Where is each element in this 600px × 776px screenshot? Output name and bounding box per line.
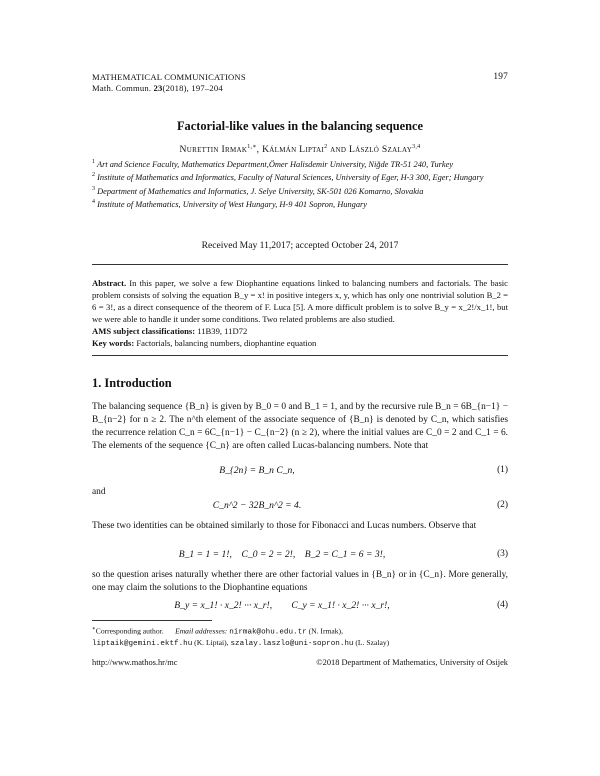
email-2-name: (K. Liptai),: [194, 637, 229, 647]
affiliation-3-text: Department of Mathematics and Informatics, J. Selye University, SK-501 026 Komarno, Slovakia: [97, 186, 424, 196]
email-1-name: (N. Irmak),: [308, 626, 343, 636]
received-dates: Received May 11,2017; accepted October 24, 2017: [201, 240, 399, 251]
journal-name: MATHEMATICAL COMMUNICATIONS: [92, 72, 246, 82]
affiliation-4-number: 4: [92, 199, 95, 206]
abstract-text: In this paper, we solve a few Diophantine equations linked to balancing numbers and factorials. The basic problem consists of solving the equation B_y = x! in positive integers x, y, which has only one nontrivial solution B_2 = 6 = 3!, as a direct consequence of the theorem of F. Luca [5]. A more difficult problem is to solve B_y = x_2!/x_1!, but we were able to handle it under some conditions. Two related problems are also studied.: [92, 278, 508, 324]
footer-copyright: ©2018 Department of Mathematics, University of Osijek: [316, 658, 508, 667]
footer-url[interactable]: http://www.mathos.hr/mc: [92, 658, 178, 667]
affiliation-3-number: 3: [92, 185, 95, 192]
abstract-top-rule: [92, 264, 508, 265]
affiliation-1-number: 1: [92, 159, 95, 165]
affiliation-3: [92, 184, 508, 197]
affiliation-4-text: Institute of Mathematics, University of West Hungary, H-9 401 Sopron, Hungary: [97, 199, 368, 209]
footnote: [92, 624, 508, 649]
equation-4: B_y = x_1! · x_2! ··· x_r!, C_y = x_1! · x_2! ··· x_r!,: [174, 600, 390, 611]
equation-1-number: (1): [497, 465, 508, 475]
footnote-marker: ∗: [92, 626, 96, 632]
equation-2: C_n^2 − 32B_n^2 = 4.: [212, 500, 302, 511]
author-1: Nurettin Irmak: [179, 144, 248, 156]
affiliation-2-text: Institute of Mathematics and Informatics, Faculty of Natural Sciences, University of Eger, H-3 300, Eger; Hungary: [97, 173, 484, 183]
footnote-label: Corresponding author.: [95, 626, 164, 636]
authors: [0, 143, 600, 155]
footnote-email-label: Email addresses:: [175, 626, 228, 636]
section-title: Introduction: [104, 376, 172, 390]
citation: [92, 83, 223, 93]
affiliation-2: [92, 170, 508, 183]
keywords: [92, 337, 508, 349]
citation-suffix: (2018), 197–204: [162, 83, 223, 93]
keywords-value: Factorials, balancing numbers, diophantine equation: [136, 338, 317, 348]
affiliation-1: [92, 157, 508, 170]
ams-classification: [92, 325, 508, 337]
footnote-rule: [92, 620, 212, 621]
citation-volume: 23: [153, 83, 163, 93]
equation-2-number: (2): [497, 500, 508, 510]
email-3[interactable]: szalay.laszlo@uni-sopron.hu: [230, 639, 354, 648]
ams-value: 11B39, 11D72: [197, 326, 248, 336]
keywords-label: Key words:: [92, 338, 135, 348]
equation-3: B_1 = 1 = 1!, C_0 = 2 = 2!, B_2 = C_1 = 6 = 3!,: [178, 549, 386, 560]
paper-title: Factorial-like values in the balancing sequence: [176, 119, 424, 133]
paragraph-3: so the question arises naturally whether there are other factorial values in {B_n} or in {C_n}. More generally, one may claim the solutions to the Diophantine equations: [92, 570, 508, 593]
section-number: 1.: [92, 376, 102, 390]
abstract-bottom-rule: [92, 355, 508, 356]
equation-1: B_{2n} = B_n C_n,: [219, 465, 295, 476]
author-3: László Szalay: [348, 144, 413, 156]
abstract: [92, 277, 508, 325]
affiliation-2-number: 2: [92, 172, 95, 179]
footnote-line-1: [92, 624, 508, 638]
author-3-affil: 3,4: [412, 144, 421, 150]
section-heading: [92, 376, 172, 391]
footnote-line-2: [92, 638, 508, 649]
equation-4-number: (4): [497, 600, 508, 610]
citation-prefix: Math. Commun.: [92, 83, 152, 93]
paragraph-2: These two identities can be obtained similarly to those for Fibonacci and Lucas numbers. Observe that: [92, 521, 477, 531]
equation-3-number: (3): [497, 549, 508, 559]
author-2-affil: 2: [324, 144, 328, 150]
abstract-label: Abstract.: [92, 278, 127, 288]
page-number: 197: [493, 72, 508, 82]
email-1[interactable]: nirmak@ohu.edu.tr: [229, 628, 307, 637]
email-2[interactable]: liptaik@gemini.ektf.hu: [92, 639, 193, 648]
author-2: Kálmán Liptai: [262, 144, 325, 156]
email-3-name: (L. Szalay): [355, 637, 390, 647]
author-separator-1: ,: [256, 144, 263, 156]
affiliations: [92, 157, 508, 211]
affiliation-1-text: Art and Science Faculty, Mathematics Department,Ömer Halisdemir University, Niğde TR-51 240, Turkey: [96, 159, 454, 169]
affiliation-4: [92, 197, 508, 210]
and-word: and: [92, 487, 106, 497]
paragraph-1: The balancing sequence {B_n} is given by B_0 = 0 and B_1 = 1, and by the recursive rule B_n = 6B_{n−1} − B_{n−2} for n ≥ 2. The n^th element of the associate sequence of {B_n} is denoted by C_n, which satisfies the recurrence relation C_n = 6C_{n−1} − C_{n−2} (n ≥ 2), where the initial values are C_0 = 2 and C_1 = 6. The elements of the sequence {C_n} are often called Lucas-balancing numbers. Note that: [92, 402, 508, 451]
author-separator-2: and: [327, 144, 349, 156]
author-1-affil: 1,∗: [247, 144, 257, 150]
ams-label: AMS subject classifications:: [92, 326, 196, 336]
